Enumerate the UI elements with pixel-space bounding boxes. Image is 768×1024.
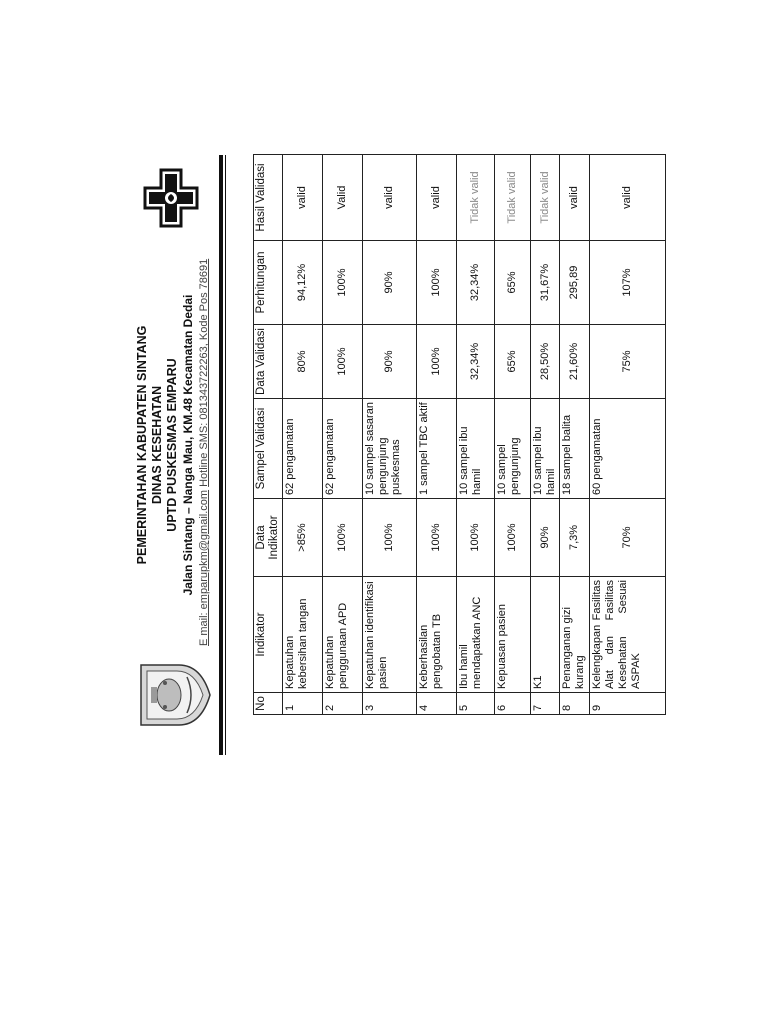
rotated-letter-sheet: [123, 155, 642, 755]
cell-no: 5: [457, 693, 495, 715]
cell-no: 6: [495, 693, 531, 715]
table-row: [457, 155, 495, 715]
cell-no: 2: [323, 693, 363, 715]
validation-table: [253, 154, 666, 715]
table-header-row: [254, 155, 283, 715]
table-row: [531, 155, 560, 715]
cell-perhitungan: 107%: [590, 241, 666, 325]
col-header-hasil-validasi: Hasil Validasi: [254, 155, 283, 241]
cell-perhitungan: 90%: [363, 241, 417, 325]
table-row: [560, 155, 590, 715]
cell-data-indikator: 100%: [457, 499, 495, 577]
cell-sampel: 62 pengamatan: [323, 399, 363, 499]
hotline-text: Hotline SMS: 081343722263, Kode Pos 78691: [198, 258, 210, 487]
cell-indikator: Kelengkapan Fasilitas Alat dan Fasilitas Kesehatan Sesuai ASPAK: [590, 577, 666, 693]
cell-indikator: Ibu hamil mendapatkan ANC: [457, 577, 495, 693]
cell-hasil: valid: [560, 155, 590, 241]
col-header-perhitungan: Perhitungan: [254, 241, 283, 325]
cell-sampel: 10 sampel ibu hamil: [531, 399, 560, 499]
cell-data-indikator: 7,3%: [560, 499, 590, 577]
cell-sampel: 1 sampel TBC aktif: [417, 399, 457, 499]
cell-perhitungan: 100%: [417, 241, 457, 325]
letterhead: [123, 155, 218, 755]
table-row: [590, 155, 666, 715]
regency-crest-icon: [135, 657, 213, 733]
cell-perhitungan: 31,67%: [531, 241, 560, 325]
cell-data-validasi: 80%: [283, 325, 323, 399]
cell-data-indikator: 70%: [590, 499, 666, 577]
table-row: [495, 155, 531, 715]
cell-indikator: Penanganan gizi kurang: [560, 577, 590, 693]
cell-hasil: valid: [417, 155, 457, 241]
cell-perhitungan: 94,12%: [283, 241, 323, 325]
cell-indikator: Kepuasan pasien: [495, 577, 531, 693]
table-row: [283, 155, 323, 715]
header-divider-thin: [225, 155, 226, 755]
department-name: DINAS KESEHATAN: [150, 385, 164, 505]
cell-no: 8: [560, 693, 590, 715]
cell-indikator: Kepatuhan identifikasi pasien: [363, 577, 417, 693]
cell-hasil: valid: [363, 155, 417, 241]
cell-hasil: Tidak valid: [457, 155, 495, 241]
cell-sampel: 60 pengamatan: [590, 399, 666, 499]
col-header-no: No: [254, 693, 283, 715]
cell-perhitungan: 100%: [323, 241, 363, 325]
cell-sampel: 10 sampel ibu hamil: [457, 399, 495, 499]
cell-data-validasi: 65%: [495, 325, 531, 399]
cell-hasil: Tidak valid: [531, 155, 560, 241]
cell-indikator: Kepatuhan penggunaan APD: [323, 577, 363, 693]
col-header-sampel-validasi: Sampel Validasi: [254, 399, 283, 499]
cell-indikator: Keberhasilan pengobatan TB: [417, 577, 457, 693]
cell-perhitungan: 32,34%: [457, 241, 495, 325]
cell-no: 4: [417, 693, 457, 715]
col-header-indikator: Indikator: [254, 577, 283, 693]
table-row: [417, 155, 457, 715]
cell-indikator: Kepatuhan kebersihan tangan: [283, 577, 323, 693]
cell-data-indikator: 100%: [363, 499, 417, 577]
cell-sampel: 62 pengamatan: [283, 399, 323, 499]
cell-no: 1: [283, 693, 323, 715]
cell-data-validasi: 32,34%: [457, 325, 495, 399]
cell-sampel: 10 sampel sasaran pengunjung puskesmas: [363, 399, 417, 499]
puskesmas-name: UPTD PUSKESMAS EMPARU: [165, 358, 179, 532]
cell-data-indikator: 100%: [323, 499, 363, 577]
col-header-data-indikator: Data Indikator: [254, 499, 283, 577]
cell-no: 7: [531, 693, 560, 715]
cell-hasil: Valid: [323, 155, 363, 241]
cell-hasil: Tidak valid: [495, 155, 531, 241]
cell-data-validasi: 100%: [417, 325, 457, 399]
cell-sampel: 18 sampel balita: [560, 399, 590, 499]
health-cross-logo-icon: [141, 166, 201, 230]
cell-data-indikator: 100%: [417, 499, 457, 577]
cell-no: 3: [363, 693, 417, 715]
cell-data-indikator: 100%: [495, 499, 531, 577]
cell-perhitungan: 295,89: [560, 241, 590, 325]
email-text: E mail: emparupkm@gmail.com: [198, 489, 210, 646]
cell-no: 9: [590, 693, 666, 715]
header-divider-thick: [219, 155, 223, 755]
address: Jalan Sintang – Nanga Mau, KM.48 Kecamatan Dedai: [181, 294, 195, 596]
cell-data-validasi: 100%: [323, 325, 363, 399]
cell-data-indikator: >85%: [283, 499, 323, 577]
col-header-data-validasi: Data Validasi: [254, 325, 283, 399]
cell-data-validasi: 21,60%: [560, 325, 590, 399]
cell-sampel: 10 sampel pengunjung: [495, 399, 531, 499]
cell-data-validasi: 75%: [590, 325, 666, 399]
cell-data-validasi: 28,50%: [531, 325, 560, 399]
cell-hasil: valid: [590, 155, 666, 241]
cell-data-validasi: 90%: [363, 325, 417, 399]
cell-perhitungan: 65%: [495, 241, 531, 325]
table-row: [363, 155, 417, 715]
government-name: PEMERINTAHAN KABUPATEN SINTANG: [135, 325, 149, 565]
table-row: [323, 155, 363, 715]
cell-hasil: valid: [283, 155, 323, 241]
contact-line: [197, 240, 211, 650]
cell-indikator: K1: [531, 577, 560, 693]
cell-data-indikator: 90%: [531, 499, 560, 577]
